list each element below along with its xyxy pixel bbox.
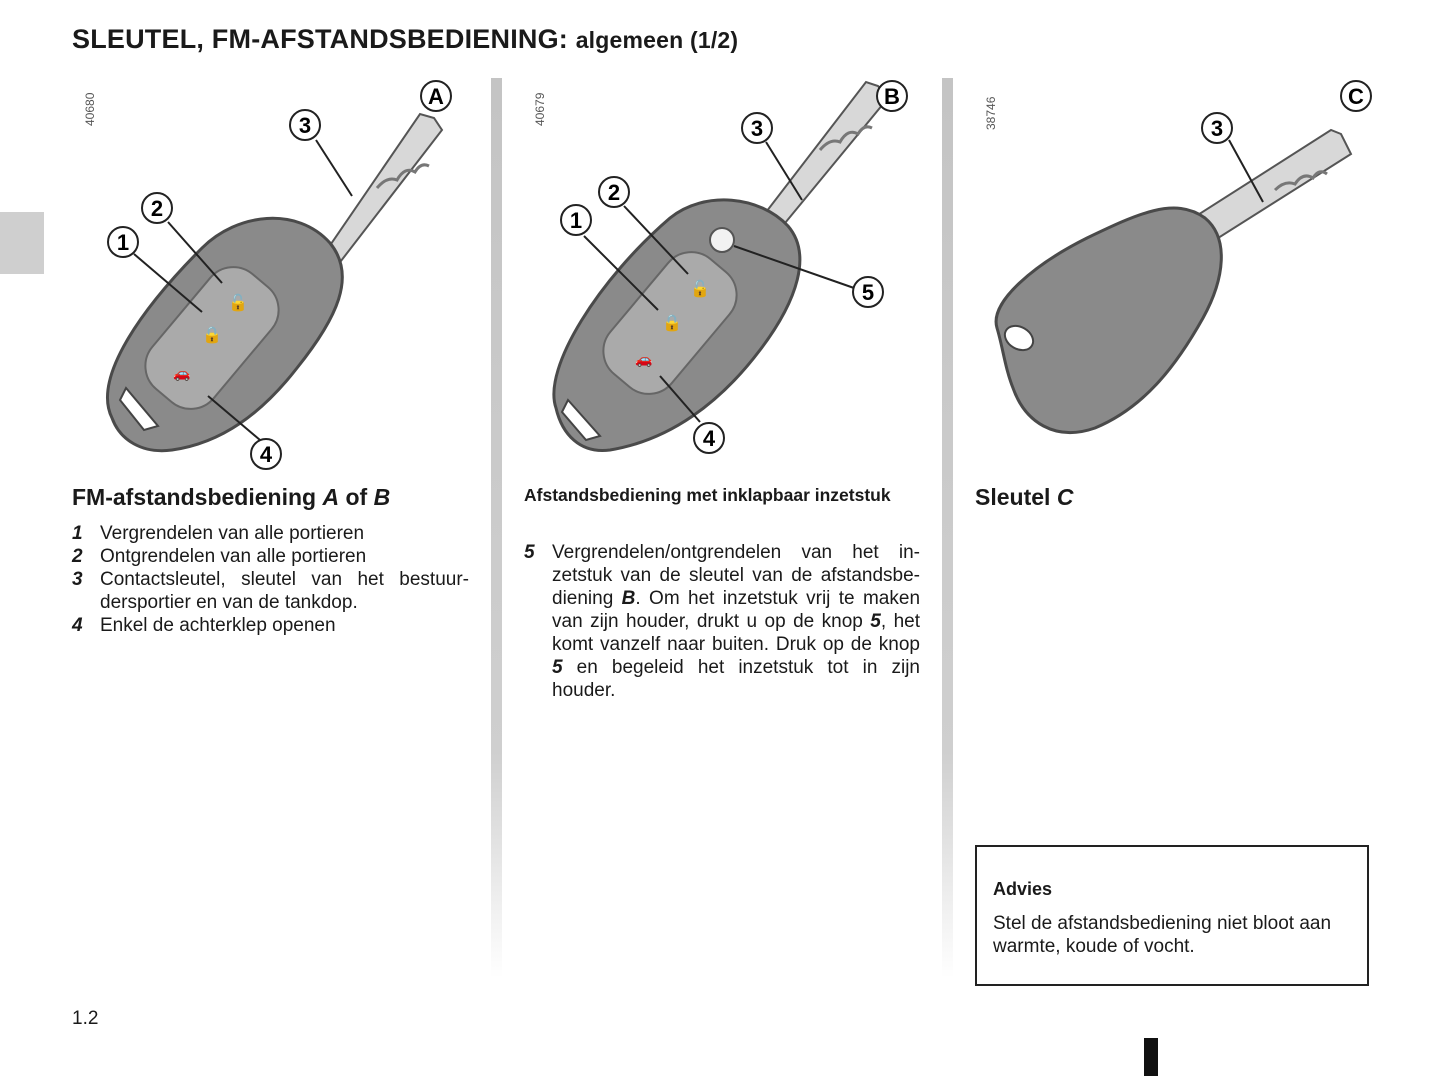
svg-text:4: 4 xyxy=(702,426,716,451)
key-figure-a xyxy=(72,78,472,478)
key-blade xyxy=(760,82,888,234)
function-list xyxy=(72,522,469,637)
svg-text:B: B xyxy=(884,84,900,109)
svg-text:3: 3 xyxy=(298,113,312,138)
key-body xyxy=(996,208,1221,432)
page-marker xyxy=(1144,1038,1158,1076)
list-item: 3 Contactsleutel, sleutel van het bestuur-dersportier en van de tankdop. xyxy=(72,569,469,613)
callout-4 xyxy=(694,423,724,453)
callout-1 xyxy=(561,205,591,235)
chapter-tab xyxy=(0,212,44,274)
advice-text: Stel de afstandsbediening niet bloot aan warmte, koude of vocht. xyxy=(993,913,1332,957)
advice-heading: Advies xyxy=(993,879,1053,899)
figure-letter-a xyxy=(421,81,451,111)
column-divider-1 xyxy=(491,78,502,978)
svg-text:A: A xyxy=(428,84,444,109)
unlock-icon: 🔓 xyxy=(690,281,710,298)
svg-text:3: 3 xyxy=(1210,116,1224,141)
figure-ref-number: 40680 xyxy=(83,92,97,126)
key-figure-b xyxy=(520,78,920,478)
folding-key-heading: Afstandsbediening met inklapbaar inzetstuk xyxy=(524,485,891,505)
callout-3 xyxy=(1202,113,1232,143)
key-blade xyxy=(1193,130,1351,240)
column-divider-2 xyxy=(942,78,953,978)
title-sub: algemeen (1/2) xyxy=(575,27,739,53)
tailgate-icon: 🚗 xyxy=(635,351,653,367)
callout-3 xyxy=(742,113,772,143)
title-main: SLEUTEL, FM-AFSTANDSBEDIENING: xyxy=(72,24,568,54)
callout-4 xyxy=(251,439,281,469)
page-title xyxy=(72,24,738,55)
folding-key-description xyxy=(524,541,920,702)
figure-ref-number: 38746 xyxy=(984,96,998,130)
key-blade xyxy=(320,114,442,270)
heading-ref-a: A xyxy=(322,484,340,510)
key-figure-c xyxy=(975,78,1375,478)
svg-text:3: 3 xyxy=(750,116,764,141)
heading-text: of xyxy=(339,484,374,510)
unlock-icon: 🔓 xyxy=(228,295,248,312)
svg-text:2: 2 xyxy=(607,180,621,205)
callout-3 xyxy=(290,110,320,140)
list-item: 5 Vergrendelen/ontgrendelen van het in-zetstuk van de sleutel van de afstandsbe-diening B. Om het inzetstuk vrij te maken van zijn houder, drukt u op de knop 5, het komt vanzelf naar buiten. Druk op de knop 5 en begeleid het inzetstuk tot in zijn houder. xyxy=(524,542,921,701)
svg-text:1: 1 xyxy=(569,208,583,233)
lock-icon: 🔒 xyxy=(662,315,682,332)
advice-box xyxy=(975,845,1369,986)
svg-text:C: C xyxy=(1348,84,1364,109)
heading-text: Sleutel xyxy=(975,484,1057,510)
callout-1 xyxy=(108,227,138,257)
figure-letter-c xyxy=(1341,81,1371,111)
callout-5 xyxy=(853,277,883,307)
list-item: 1 Vergrendelen van alle portieren xyxy=(72,523,365,544)
callout-2 xyxy=(142,193,172,223)
tailgate-icon: 🚗 xyxy=(173,365,191,381)
svg-text:5: 5 xyxy=(861,280,875,305)
heading-ref-b: B xyxy=(373,484,391,510)
svg-text:2: 2 xyxy=(150,196,164,221)
heading-ref-c: C xyxy=(1056,484,1074,510)
list-item: 2 Ontgrendelen van alle portieren xyxy=(72,546,367,567)
lock-icon: 🔒 xyxy=(202,327,222,344)
callout-2 xyxy=(599,177,629,207)
figure-letter-b xyxy=(877,81,907,111)
list-item: 4 Enkel de achterklep openen xyxy=(72,615,336,636)
heading-text: FM-afstandsbediening xyxy=(72,484,323,510)
svg-text:1: 1 xyxy=(116,230,130,255)
figure-ref-number: 40679 xyxy=(533,92,547,126)
svg-text:4: 4 xyxy=(259,442,273,467)
key-c-heading xyxy=(975,484,1073,511)
release-button xyxy=(710,228,734,252)
page-number: 1.2 xyxy=(72,1008,99,1029)
remote-heading xyxy=(72,484,390,511)
